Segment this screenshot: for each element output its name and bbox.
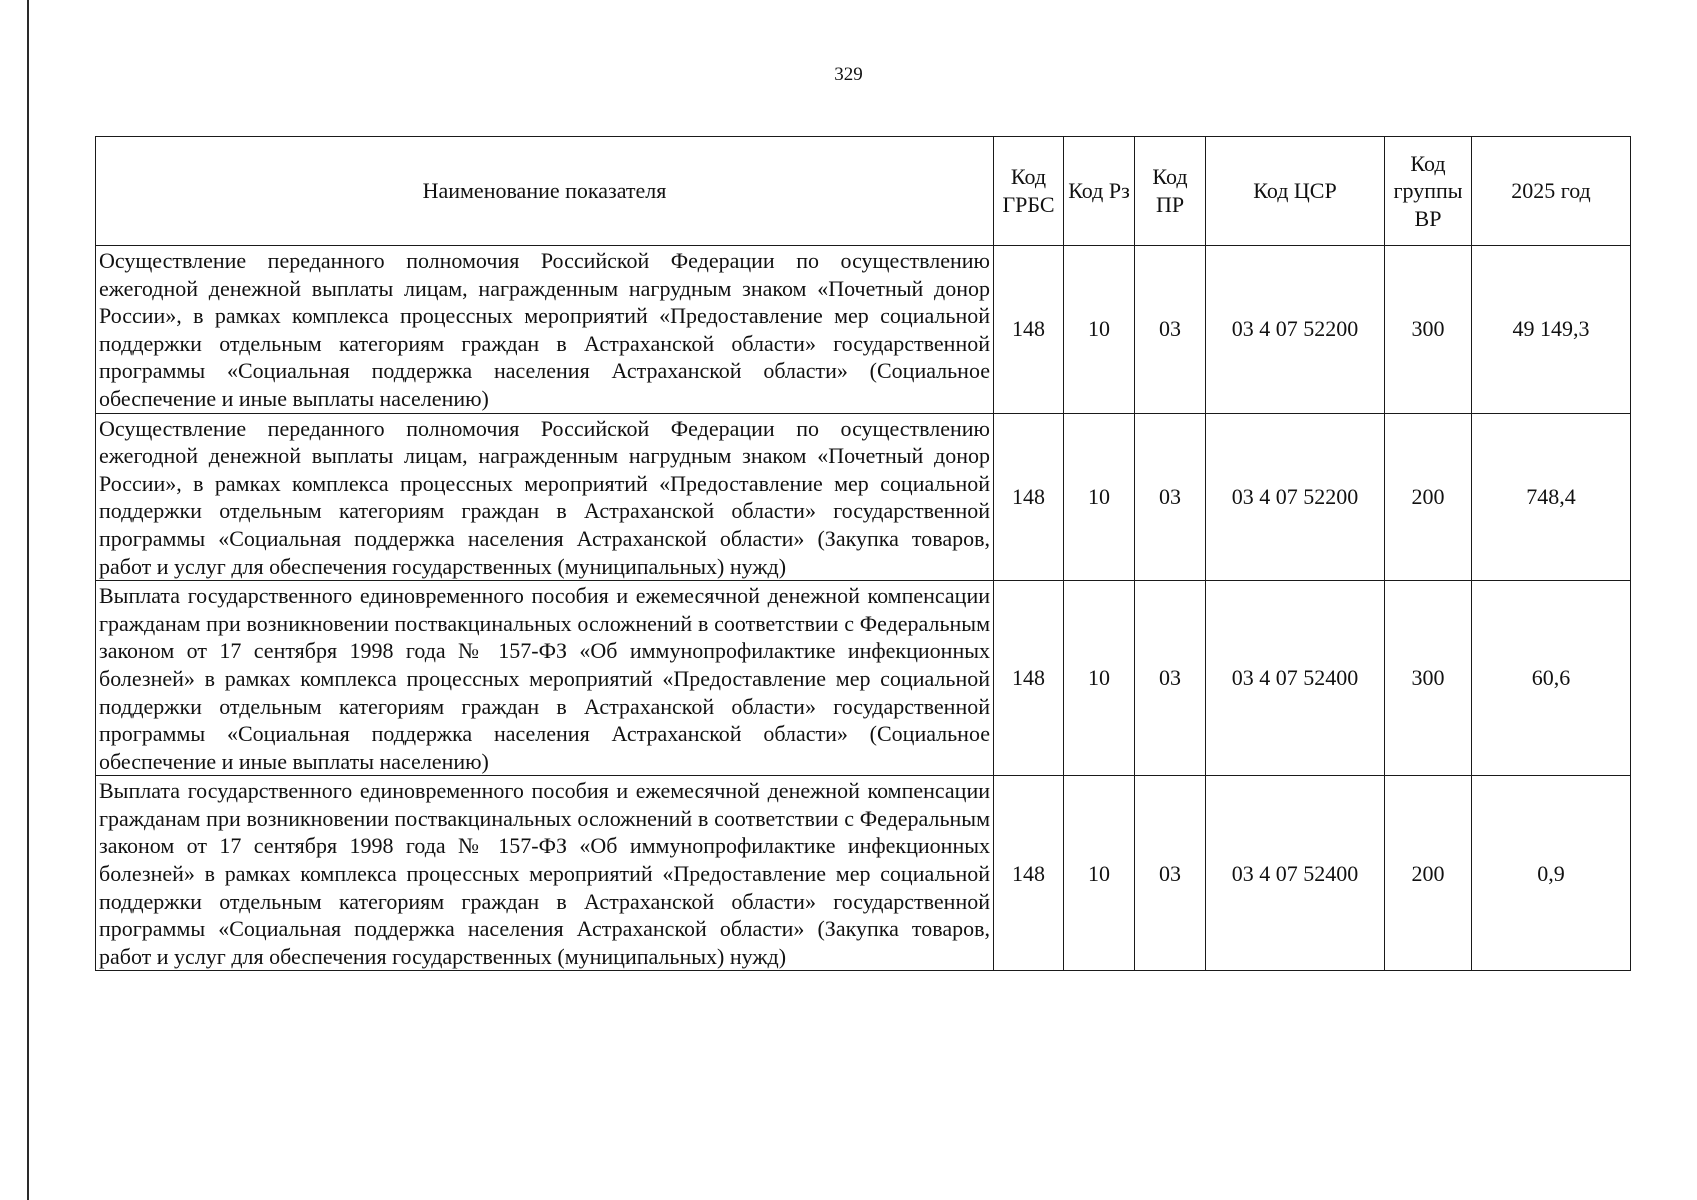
header-name: Наименование показателя bbox=[96, 137, 994, 246]
table-row bbox=[96, 246, 1631, 414]
row-pr: 03 bbox=[1135, 581, 1206, 776]
row-vr: 200 bbox=[1385, 776, 1472, 971]
row-vr: 300 bbox=[1385, 246, 1472, 414]
scan-edge-line bbox=[27, 0, 29, 1200]
header-vr: Код группы ВР bbox=[1385, 137, 1472, 246]
row-amount: 0,9 bbox=[1472, 776, 1631, 971]
row-rz: 10 bbox=[1064, 776, 1135, 971]
budget-table bbox=[95, 136, 1631, 971]
row-vr: 300 bbox=[1385, 581, 1472, 776]
row-vr: 200 bbox=[1385, 413, 1472, 581]
row-name: Выплата государственного единовременного пособия и ежемесячной денежной компенсации гражданам при возникновении поствакцинальных осложнений в соответствии с Федеральным законом от 17 сентября 1998 года № 157-ФЗ «Об иммунопрофилактике инфекционных болезней» в рамках комплекса процессных мероприятий «Предоставление мер социальной поддержки отдельным категориям граждан в Астраханской области» государственной программы «Социальная поддержка населения Астраханской области» (Социальное обеспечение и иные выплаты населению) bbox=[96, 581, 994, 776]
table-header bbox=[96, 137, 1631, 246]
row-pr: 03 bbox=[1135, 776, 1206, 971]
table-row bbox=[96, 581, 1631, 776]
page-number: 329 bbox=[834, 64, 863, 85]
header-rz: Код Рз bbox=[1064, 137, 1135, 246]
row-csr: 03 4 07 52200 bbox=[1206, 413, 1385, 581]
row-grbs: 148 bbox=[994, 776, 1064, 971]
row-amount: 49 149,3 bbox=[1472, 246, 1631, 414]
row-name: Осуществление переданного полномочия Российской Федерации по осуществлению ежегодной денежной выплаты лицам, награжденным нагрудным знаком «Почетный донор России», в рамках комплекса процессных мероприятий «Предоставление мер социальной поддержки отдельным категориям граждан в Астраханской области» государственной программы «Социальная поддержка населения Астраханской области» (Социальное обеспечение и иные выплаты населению) bbox=[96, 246, 994, 414]
header-row bbox=[96, 137, 1631, 246]
row-csr: 03 4 07 52200 bbox=[1206, 246, 1385, 414]
row-amount: 60,6 bbox=[1472, 581, 1631, 776]
row-name: Выплата государственного единовременного пособия и ежемесячной денежной компенсации гражданам при возникновении поствакцинальных осложнений в соответствии с Федеральным законом от 17 сентября 1998 года № 157-ФЗ «Об иммунопрофилактике инфекционных болезней» в рамках комплекса процессных мероприятий «Предоставление мер социальной поддержки отдельным категориям граждан в Астраханской области» государственной программы «Социальная поддержка населения Астраханской области» (Закупка товаров, работ и услуг для обеспечения государственных (муниципальных) нужд) bbox=[96, 776, 994, 971]
row-rz: 10 bbox=[1064, 581, 1135, 776]
header-year: 2025 год bbox=[1472, 137, 1631, 246]
row-rz: 10 bbox=[1064, 413, 1135, 581]
row-grbs: 148 bbox=[994, 246, 1064, 414]
table-body bbox=[96, 246, 1631, 971]
header-pr: Код ПР bbox=[1135, 137, 1206, 246]
row-pr: 03 bbox=[1135, 413, 1206, 581]
row-pr: 03 bbox=[1135, 246, 1206, 414]
header-csr: Код ЦСР bbox=[1206, 137, 1385, 246]
header-grbs: Код ГРБС bbox=[994, 137, 1064, 246]
row-csr: 03 4 07 52400 bbox=[1206, 581, 1385, 776]
row-grbs: 148 bbox=[994, 581, 1064, 776]
table-row bbox=[96, 413, 1631, 581]
row-grbs: 148 bbox=[994, 413, 1064, 581]
table-row bbox=[96, 776, 1631, 971]
row-csr: 03 4 07 52400 bbox=[1206, 776, 1385, 971]
row-amount: 748,4 bbox=[1472, 413, 1631, 581]
row-name: Осуществление переданного полномочия Российской Федерации по осуществлению ежегодной денежной выплаты лицам, награжденным нагрудным знаком «Почетный донор России», в рамках комплекса процессных мероприятий «Предоставление мер социальной поддержки отдельным категориям граждан в Астраханской области» государственной программы «Социальная поддержка населения Астраханской области» (Закупка товаров, работ и услуг для обеспечения государственных (муниципальных) нужд) bbox=[96, 413, 994, 581]
row-rz: 10 bbox=[1064, 246, 1135, 414]
